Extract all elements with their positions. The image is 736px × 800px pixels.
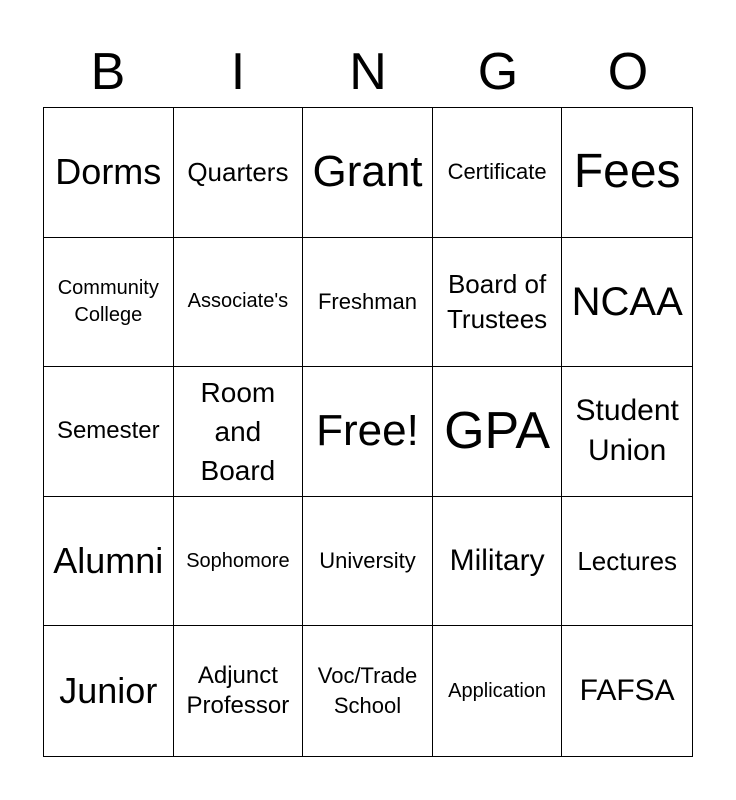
bingo-cell[interactable] — [44, 497, 174, 627]
cell-label: Adjunct Professor — [186, 662, 290, 720]
cell-label: Sophomore — [186, 549, 290, 572]
bingo-cell[interactable] — [562, 626, 692, 756]
bingo-cell[interactable] — [433, 497, 563, 627]
cell-label: GPA — [444, 402, 551, 461]
header-letter-b: B — [90, 43, 126, 101]
header-letter-i: I — [230, 43, 246, 101]
cell-label: Grant — [312, 147, 423, 197]
header-letter-g: G — [477, 43, 519, 101]
cell-label: Free! — [316, 406, 419, 456]
cell-label: Application — [448, 679, 547, 702]
cell-label: Quarters — [187, 156, 289, 187]
bingo-cell[interactable] — [303, 497, 433, 627]
cell-label: Student Union — [575, 394, 679, 468]
cell-label: Associate's — [187, 290, 289, 313]
bingo-cell[interactable] — [433, 367, 563, 497]
cell-label: Certificate — [447, 159, 547, 185]
bingo-cell[interactable] — [433, 238, 563, 368]
bingo-cell[interactable] — [303, 108, 433, 238]
header-letter-n: N — [349, 43, 387, 101]
cell-label: FAFSA — [579, 674, 675, 708]
cell-label: University — [319, 548, 416, 574]
bingo-cell[interactable] — [174, 497, 304, 627]
bingo-cell[interactable] — [174, 238, 304, 368]
cell-label: Military — [449, 544, 545, 578]
bingo-header — [43, 36, 693, 108]
bingo-cell[interactable] — [562, 497, 692, 627]
bingo-cell[interactable] — [433, 108, 563, 238]
cell-label: Voc/Trade School — [317, 663, 418, 719]
cell-label: Alumni — [53, 540, 164, 582]
cell-label: Room and Board — [200, 376, 276, 486]
header-letter-o: O — [607, 43, 649, 101]
bingo-cell[interactable] — [303, 626, 433, 756]
bingo-cell[interactable] — [44, 626, 174, 756]
bingo-cell[interactable] — [303, 238, 433, 368]
cell-label: Semester — [56, 417, 160, 445]
cell-label: Board of Trustees — [447, 268, 548, 334]
cell-label: Community College — [57, 276, 159, 326]
cell-label: Fees — [573, 145, 681, 199]
bingo-cell[interactable] — [174, 626, 304, 756]
bingo-cell[interactable] — [174, 108, 304, 238]
bingo-cell[interactable] — [562, 367, 692, 497]
cell-label: Lectures — [577, 545, 678, 576]
bingo-cell[interactable] — [44, 238, 174, 368]
cell-label: NCAA — [571, 279, 683, 324]
cell-label: Dorms — [55, 151, 162, 193]
cell-label: Freshman — [317, 288, 418, 314]
bingo-cell[interactable] — [44, 108, 174, 238]
bingo-cell[interactable] — [303, 367, 433, 497]
bingo-cell[interactable] — [562, 238, 692, 368]
cell-label: Junior — [59, 670, 158, 712]
bingo-cell[interactable] — [44, 367, 174, 497]
bingo-cell[interactable] — [562, 108, 692, 238]
bingo-cell[interactable] — [433, 626, 563, 756]
bingo-cell[interactable] — [174, 367, 304, 497]
bingo-board — [43, 107, 693, 757]
